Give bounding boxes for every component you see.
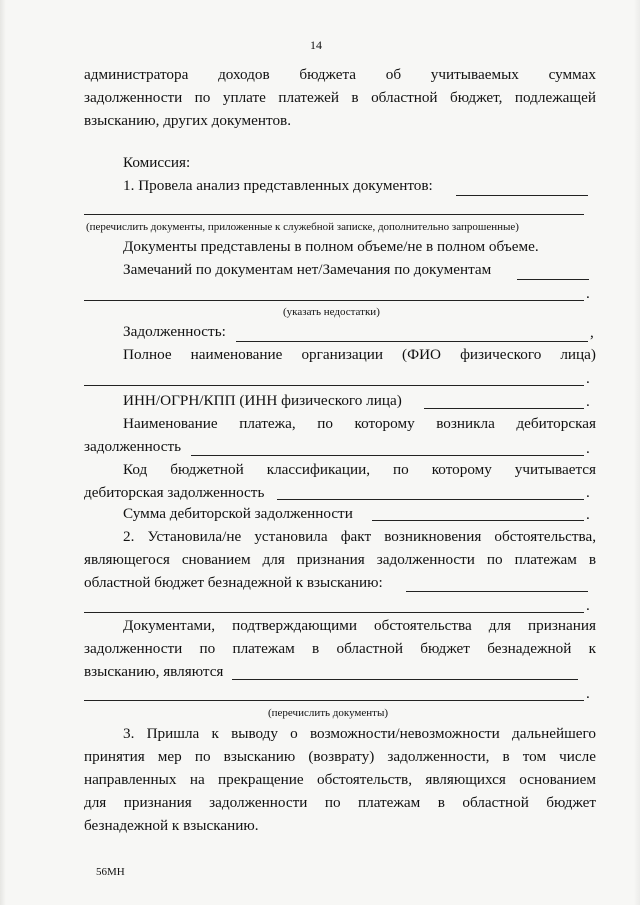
fill-in-line [517,279,589,280]
scan-edge-right [634,0,640,905]
fill-in-line [84,385,584,386]
fill-in-line [84,612,584,613]
text-line: задолженность [84,438,182,455]
text-line: администратора доходов бюджета об учитываемых суммах [84,66,596,83]
fill-in-line [84,214,584,215]
text-line: 3. Пришла к выводу о возможности/невозможности дальнейшего [123,725,596,742]
text-line: Задолженность: [123,323,226,340]
text-line: ИНН/ОГРН/КПП (ИНН физического лица) [123,392,402,409]
text-line: принятия мер по взысканию (возврату) задолженности, в том числе [84,748,596,765]
text-line: областной бюджет безнадежной к взысканию: [84,574,383,591]
fill-in-line [84,300,584,301]
fill-in-line [191,455,584,456]
text-line: Сумма дебиторской задолженности [123,505,353,522]
text-line: взысканию, являются [84,663,224,680]
punctuation: . [586,393,590,410]
punctuation: . [586,506,590,523]
scan-edge-left [0,0,6,905]
section-heading: Комиссия: [123,154,191,171]
text-line: 2. Установила/не установила факт возникновения обстоятельства, [123,528,596,545]
text-line: 1. Провела анализ представленных документов: [123,177,433,194]
fill-in-line [277,499,584,500]
fill-in-line [84,700,584,701]
punctuation: . [586,440,590,457]
text-line: Документами, подтверждающими обстоятельства для признания [123,617,596,634]
text-line: являющегося снованием для признания задолженности по платежам в [84,551,596,568]
fill-in-line [236,341,588,342]
punctuation: . [586,484,590,501]
field-caption: (перечислить документы) [268,707,389,719]
field-caption: (перечислить документы, приложенные к служебной записке, дополнительно запрошенные) [86,221,519,233]
punctuation: . [586,597,590,614]
punctuation: . [586,685,590,702]
text-line: взысканию, других документов. [84,112,292,129]
field-caption: (указать недостатки) [283,306,380,318]
text-line: направленных на прекращение обстоятельств, являющихся основанием [84,771,596,788]
text-line: для признания задолженности по платежам в областной бюджет [84,794,596,811]
fill-in-line [232,679,578,680]
text-line: Наименование платежа, по которому возникла дебиторская [123,415,596,432]
text-line: безнадежной к взысканию. [84,817,259,834]
footer-code: 56МН [96,866,125,878]
punctuation: . [586,370,590,387]
page-number: 14 [310,38,322,52]
punctuation: . [586,285,590,302]
fill-in-line [424,408,584,409]
fill-in-line [372,520,584,521]
text-line: Код бюджетной классификации, по которому учитывается [123,461,596,478]
text-line: задолженности по платежам в областной бюджет безнадежной к [84,640,596,657]
punctuation: , [590,324,594,341]
fill-in-line [406,591,588,592]
text-line: Документы представлены в полном объеме/не в полном объеме. [123,238,539,255]
text-line: задолженности по уплате платежей в областной бюджет, подлежащей [84,89,596,106]
text-line: Полное наименование организации (ФИО физического лица) [123,346,596,363]
text-line: дебиторская задолженность [84,484,265,501]
text-line: Замечаний по документам нет/Замечания по документам [123,261,492,278]
fill-in-line [456,195,588,196]
